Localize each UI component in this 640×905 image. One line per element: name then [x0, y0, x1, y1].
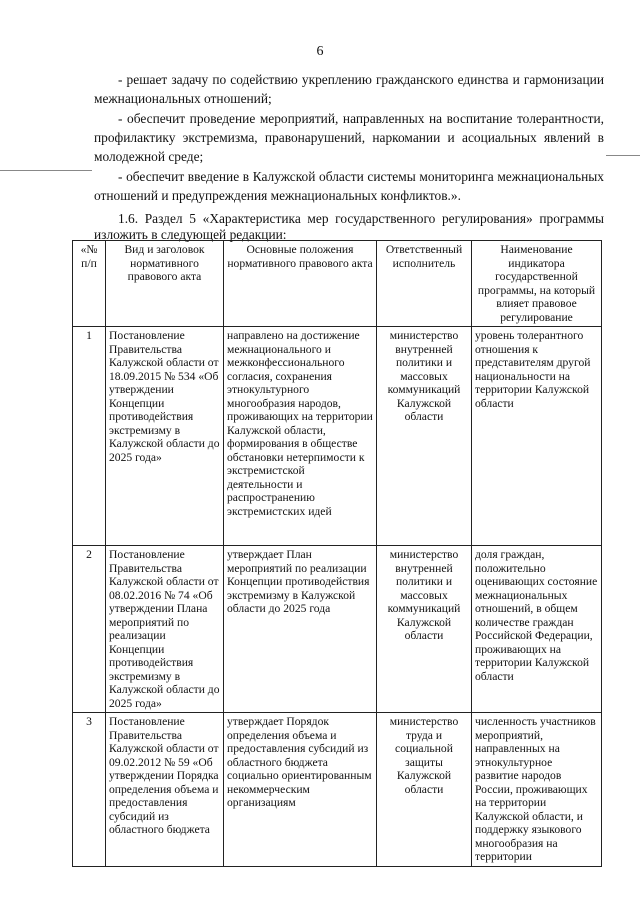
section-heading [94, 211, 604, 243]
paragraph: - обеспечит введение в Калужской области системы мониторинга межнациональных отношений и предупреждения межнациональных конфликтов.». [94, 169, 604, 203]
cell-act: Постановление Правительства Калужской области от 09.02.2012 № 59 «Об утверждении Порядка определения объема и предоставления субсидий из областного бюджета [106, 713, 224, 867]
cell-executor: министерство труда и социальной защиты Калужской области [377, 713, 472, 867]
table-row [73, 327, 602, 546]
cell-executor: министерство внутренней политики и массовых коммуникаций Калужской области [377, 327, 472, 546]
cell-provisions: направлено на достижение межнационального и межконфессионального согласия, сохранения этнокультурного многообразия народов, проживающих на территории Калужской области, формирования в обществе обстановки нетерпимости к экстремистской деятельности и распространению экстремистских идей [224, 327, 377, 546]
regulation-table [72, 240, 602, 867]
scan-artifact-line [606, 155, 640, 156]
table-row [73, 546, 602, 713]
paragraph: - решает задачу по содействию укреплению гражданского единства и гармонизации межнациональных отношений; [94, 72, 604, 106]
cell-act: Постановление Правительства Калужской области от 08.02.2016 № 74 «Об утверждении Плана мероприятий по реализации Концепции противодействия экстремизму в Калужской области до 2025 года» [106, 546, 224, 713]
cell-indicator: доля граждан, положительно оценивающих состояние межнациональных отношений, в общем количестве граждан Российской Федерации, проживающих на территории Калужской области [472, 546, 602, 713]
table-row [73, 713, 602, 867]
section-heading-text: 1.6. Раздел 5 «Характеристика мер государственного регулирования» программы изложить в следующей редакции: [94, 211, 604, 242]
cell-act: Постановление Правительства Калужской области от 18.09.2015 № 534 «Об утверждении Концепции противодействия экстремизму в Калужской области до 2025 года» [106, 327, 224, 546]
scan-artifact-line [0, 170, 92, 171]
header-executor: Ответственный исполнитель [377, 241, 472, 327]
header-indicator: Наименование индикатора государственной программы, на который влияет правовое регулирование [472, 241, 602, 327]
header-act: Вид и заголовок нормативного правового акта [106, 241, 224, 327]
cell-number: 1 [73, 327, 106, 546]
header-number: «№ п/п [73, 241, 106, 327]
header-provisions: Основные положения нормативного правового акта [224, 241, 377, 327]
cell-indicator: численность участников мероприятий, направленных на этнокультурное развитие народов России, проживающих на территории Калужской области, и поддержку языкового многообразия на территории [472, 713, 602, 867]
cell-number: 2 [73, 546, 106, 713]
body-text [94, 70, 604, 206]
cell-executor: министерство внутренней политики и массовых коммуникаций Калужской области [377, 546, 472, 713]
paragraph: - обеспечит проведение мероприятий, направленных на воспитание толерантности, профилактику экстремизма, правонарушений, наркомании и асоциальных явлений в молодежной среде; [94, 111, 604, 164]
cell-indicator: уровень толерантного отношения к представителям другой национальности на территории Калужской области [472, 327, 602, 546]
table-header-row [73, 241, 602, 327]
cell-provisions: утверждает Порядок определения объема и предоставления субсидий из областного бюджета социально ориентированным некоммерческим организациям [224, 713, 377, 867]
page-number: 6 [316, 44, 324, 59]
cell-number: 3 [73, 713, 106, 867]
cell-provisions: утверждает План мероприятий по реализации Концепции противодействия экстремизму в Калужской области до 2025 года [224, 546, 377, 713]
